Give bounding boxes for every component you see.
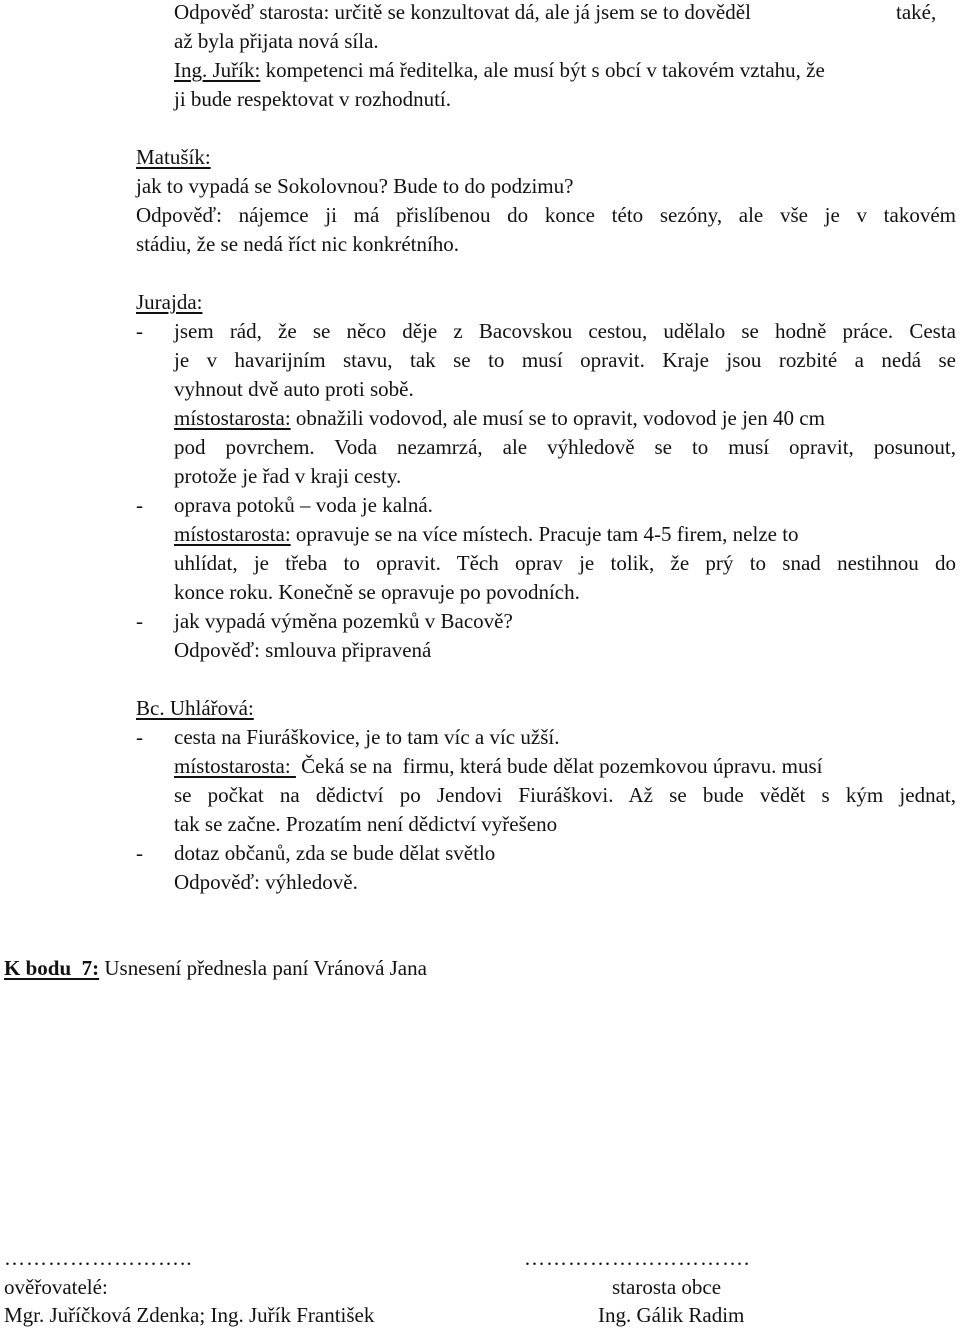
mayor-name: Ing. Gálik Radim [598, 1303, 745, 1327]
speaker-heading: Jurajda: [136, 290, 203, 314]
text-line: oprava potoků – voda je kalná. [174, 493, 433, 517]
text-line [174, 0, 751, 27]
text-line: Odpověď: smlouva připravená [174, 638, 432, 662]
text-line: konce roku. Konečně se opravuje po povodních. [174, 580, 580, 604]
text-line: protože je řad v kraji cesty. [174, 464, 402, 488]
text-line: ji bude respektovat v rozhodnutí. [174, 87, 452, 111]
text-line [174, 752, 823, 781]
text-line: Odpověď: výhledově. [174, 870, 358, 894]
bullet-dash: - [136, 493, 143, 517]
bullet-dash: - [136, 725, 143, 749]
mayor-label: starosta obce [612, 1275, 722, 1299]
text-segment: také, [896, 0, 937, 24]
bullet-dash: - [136, 609, 143, 633]
text-line: vyhnout dvě auto proti sobě. [174, 377, 414, 401]
text-line: stádiu, že se nedá říct nic konkrétního. [136, 232, 460, 256]
agenda-item-text: Usnesení přednesla paní Vránová Jana [99, 956, 427, 980]
text-line [174, 56, 825, 85]
text-line: až byla přijata nová síla. [174, 29, 379, 53]
agenda-item [4, 954, 427, 983]
text-line: pod povrchem. Voda nezamrzá, ale výhledově se to musí opravit, posunout, [174, 435, 956, 459]
text-line: se počkat na dědictví po Jendovi Fiuráškovi. Až se bude vědět s kým jednat, [174, 783, 956, 807]
signature-line-left: …………………….. [4, 1246, 193, 1270]
text-segment: obnažili vodovod, ale musí se to opravit, vodovod je jen 40 cm [290, 406, 825, 430]
text-line: uhlídat, je třeba to opravit. Těch oprav je tolik, že prý to snad nestihnou do [174, 551, 956, 575]
text-line: jak vypadá výměna pozemků v Bacově? [174, 609, 513, 633]
text-line [174, 404, 956, 433]
verifiers-names: Mgr. Juříčková Zdenka; Ing. Juřík František [4, 1303, 375, 1327]
speaker-heading: Matušík: [136, 145, 211, 169]
speaker-label: místostarosta: [174, 406, 291, 430]
bullet-dash: - [136, 841, 143, 865]
speaker-label: místostarosta: [174, 522, 291, 546]
text-line [174, 520, 799, 549]
agenda-item-label: K bodu 7: [4, 956, 100, 980]
text-line: jak to vypadá se Sokolovnou? Bude to do podzimu? [136, 174, 574, 198]
signature-line-right: …………………………. [524, 1246, 751, 1270]
text-line: cesta na Fiuráškovice, je to tam víc a víc užší. [174, 725, 560, 749]
text-line-end [896, 0, 936, 27]
text-segment: Čeká se na firmu, která bude dělat pozemkovou úpravu. musí [295, 754, 823, 778]
text-line: je v havarijním stavu, tak se to musí opravit. Kraje jsou rozbité a nedá se [174, 348, 956, 372]
text-line: tak se začne. Prozatím není dědictví vyřešeno [174, 812, 558, 836]
text-line: jsem rád, že se něco děje z Bacovskou cestou, udělalo se hodně práce. Cesta [174, 319, 956, 343]
speaker-heading: Bc. Uhlářová: [136, 696, 254, 720]
speaker-label: místostarosta: [174, 754, 296, 778]
verifiers-label: ověřovatelé: [4, 1275, 108, 1299]
speaker-label: Ing. Juřík: [174, 58, 261, 82]
text-line: dotaz občanů, zda se bude dělat světlo [174, 841, 496, 865]
bullet-dash: - [136, 319, 143, 343]
text-segment: Odpověď starosta: určitě se konzultovat dá, ale já jsem se to dověděl [174, 0, 751, 24]
text-line: Odpověď: nájemce ji má přislíbenou do konce této sezóny, ale vše je v takovém [136, 203, 956, 227]
text-segment: kompetenci má ředitelka, ale musí být s obcí v takovém vztahu, že [265, 58, 825, 82]
text-segment: opravuje se na více místech. Pracuje tam 4-5 firem, nelze to [290, 522, 799, 546]
